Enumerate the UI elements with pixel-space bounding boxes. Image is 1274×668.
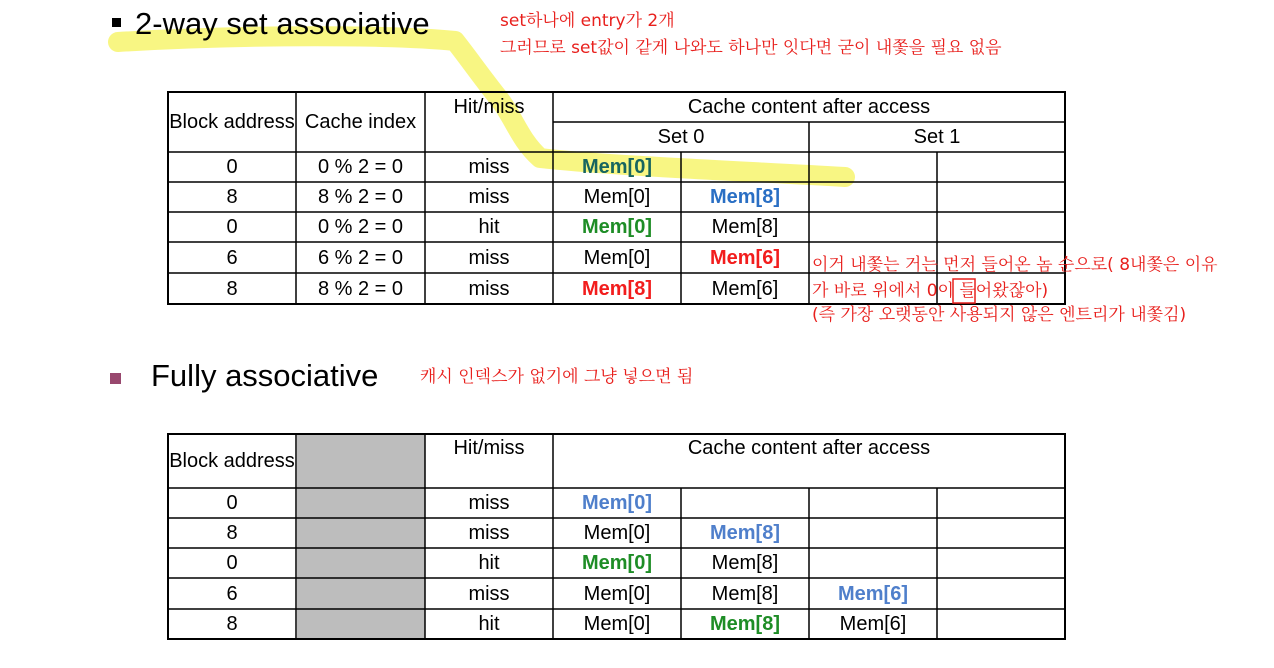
t2-header-content: Cache content after access — [687, 437, 931, 459]
t2-cell-entry: Mem[8] — [711, 582, 779, 605]
t1-cell-entry: Mem[0] — [583, 246, 651, 269]
t1-cell-block: 8 — [226, 186, 238, 208]
t1-cell-entry: Mem[0] — [581, 216, 652, 238]
t1-cell-block: 0 — [226, 156, 238, 178]
section2-note: 캐시 인덱스가 없기에 그냥 넣으면 됨 — [420, 367, 694, 387]
t2-cell-block: 8 — [226, 613, 238, 635]
t2-cell-block: 8 — [226, 522, 238, 544]
t1-cell-entry: Mem[8] — [711, 216, 779, 238]
t1-header-set0: Set 0 — [657, 126, 705, 148]
t1-cell-hit-miss: miss — [468, 186, 510, 208]
t2-cell-entry — [809, 518, 937, 548]
t2-cell-entry: Mem[0] — [581, 552, 652, 574]
t1-cell-index: 8 % 2 = 0 — [317, 277, 404, 300]
t2-cell-entry: Mem[6] — [839, 613, 907, 635]
t2-cell-block: 0 — [226, 492, 238, 514]
t2-cell-entry: Mem[0] — [581, 492, 652, 514]
t2-cell-block: 6 — [226, 582, 238, 605]
t1-cell-hit-miss: miss — [468, 246, 510, 269]
t2-cell-entry: Mem[0] — [583, 522, 651, 544]
t1-cell-block: 0 — [226, 216, 238, 238]
t2-cell-entry: Mem[8] — [709, 522, 780, 544]
t2-cell-hit-miss: miss — [468, 522, 510, 544]
t1-cell-entry: Mem[8] — [709, 186, 780, 208]
t1-cell-hit-miss: miss — [468, 277, 510, 300]
t2-cell-hit-miss: hit — [478, 613, 500, 635]
t1-cell-index: 0 % 2 = 0 — [317, 156, 404, 178]
t2-cell-entry: Mem[0] — [583, 582, 651, 605]
t1-header-content: Cache content after access — [687, 96, 931, 118]
section1-note-line2: 그러므로 set값이 같게 나와도 하나만 잇다면 굳이 내쫓을 필요 없음 — [500, 38, 1002, 58]
t2-cell-entry: Mem[8] — [711, 552, 779, 574]
t1-cell-block: 8 — [226, 277, 238, 300]
t1-cell-entry: Mem[6] — [709, 246, 780, 269]
section1-note-line1: set하나에 entry가 2개 — [500, 11, 675, 31]
section2-title: Fully associative — [151, 358, 379, 393]
section1-title: 2-way set associative — [135, 6, 430, 41]
t2-cell-entry: Mem[8] — [709, 613, 780, 635]
t2-cell-entry — [809, 488, 937, 518]
t1-cell-hit-miss: hit — [478, 216, 500, 238]
t1-header-set1: Set 1 — [913, 126, 961, 148]
t2-cell-hit-miss: hit — [478, 552, 500, 574]
t1-cell-hit-miss: miss — [468, 156, 510, 178]
t1-cell-entry: Mem[6] — [711, 277, 779, 300]
t2-cell-hit-miss: miss — [468, 492, 510, 514]
t1-cell-entry: Mem[0] — [583, 186, 651, 208]
t1-cell-index: 8 % 2 = 0 — [317, 186, 404, 208]
t2-cell-entry: Mem[6] — [837, 582, 908, 605]
t1-header-cache-index: Cache index — [304, 111, 417, 133]
side-note-line3: (즉 가장 오랫동안 사용되지 않은 엔트리가 내쫓김) — [812, 305, 1187, 325]
t2-header-hit-miss: Hit/miss — [453, 437, 525, 459]
t2-cell-entry — [681, 488, 809, 518]
t1-cell-block: 6 — [226, 246, 238, 269]
t2-cell-entry: Mem[0] — [583, 613, 651, 635]
t2-cell-entry — [809, 548, 937, 578]
side-note-line1: 이거 내쫓는 거는 먼저 들어온 놈 순으로( 8내쫓은 이유 — [812, 255, 1218, 275]
t1-header-hit-miss: Hit/miss — [453, 96, 525, 118]
t1-cell-index: 6 % 2 = 0 — [317, 246, 404, 269]
t1-cell-entry: Mem[0] — [581, 156, 652, 178]
t2-cell-block: 0 — [226, 552, 238, 574]
t2-header-block-address: Block address — [169, 450, 295, 472]
t1-cell-index: 0 % 2 = 0 — [317, 216, 404, 238]
side-note-line2: 가 바로 위에서 0이 들어왔잖아) — [812, 281, 1049, 301]
t1-header-block-address: Block address — [169, 111, 295, 133]
t1-cell-entry: Mem[8] — [581, 277, 652, 300]
t2-cell-hit-miss: miss — [468, 582, 510, 605]
